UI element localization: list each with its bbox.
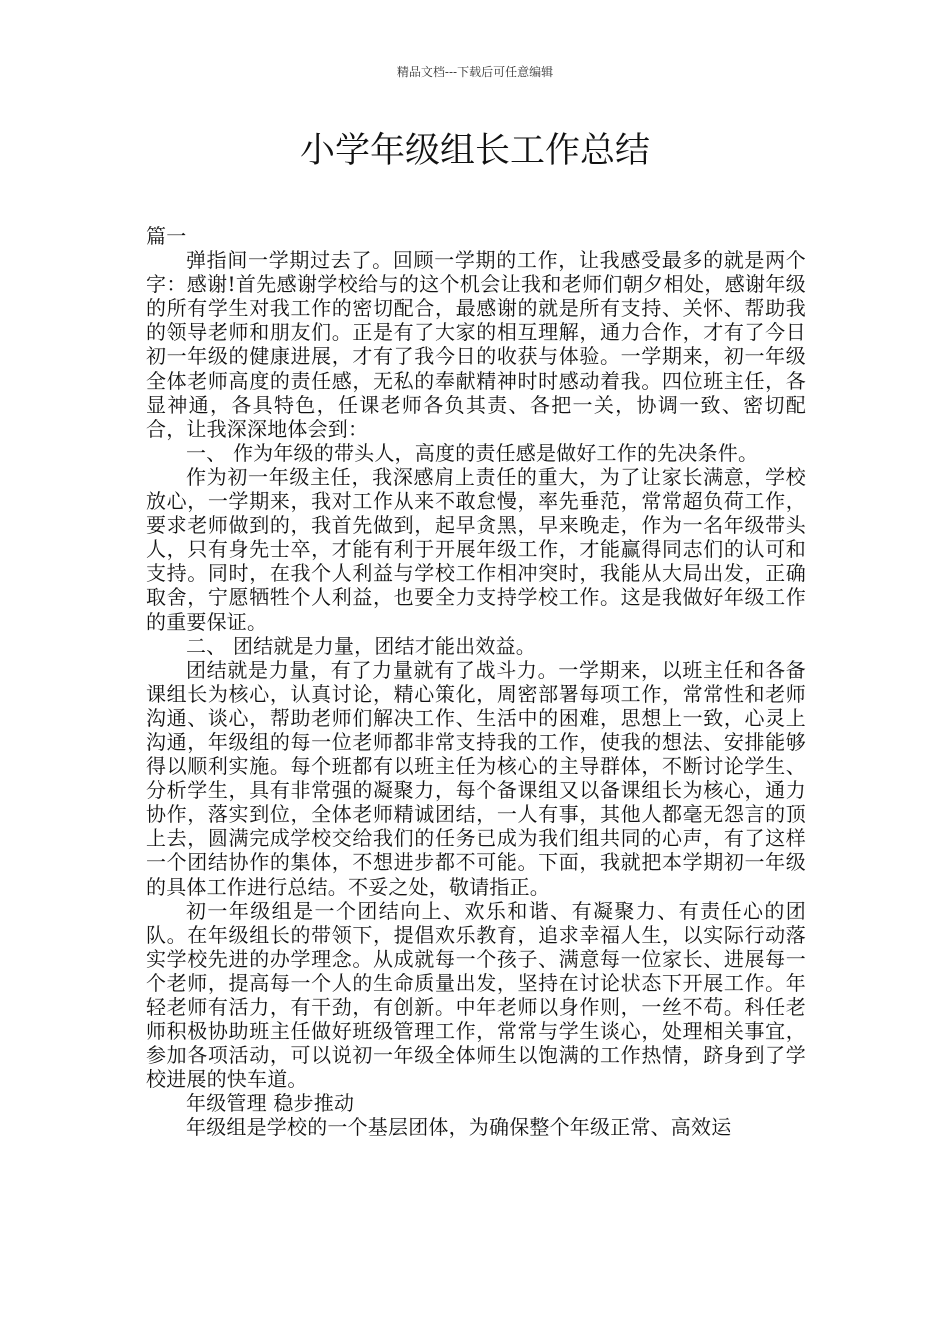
page-header-note: 精品文档---下载后可任意编辑 bbox=[396, 65, 554, 79]
heading-point-two: 二、 团结就是力量，团结才能出效益。 bbox=[186, 633, 536, 658]
paragraph-unity: 团结就是力量，有了力量就有了战斗力。一学期来，以班主任和各备课组长为核心，认真讨论，精心策化，周密部署每项工作，常常性和老师沟通、谈心，帮助老师们解决工作、生活中的困难，思想上一致，心灵上沟通，年级组的每一位老师都非常支持我的工作，使我的想法、安排能够得以顺利实施。每个班都有以班主任为核心的主导群体，不断讨论学生、分析学生，具有非常强的凝聚力，每个备课组又以备课组长为核心，通力协作，落实到位，全体老师精诚团结，一人有事，其他人都毫无怨言的顶上去，圆满完成学校交给我们的任务已成为我们组共同的心声，有了这样一个团结协作的集体，不想进步都不可能。下面，我就把本学期初一年级的具体工作进行总结。不妥之处，敬请指正。 bbox=[146, 657, 806, 899]
heading-point-one: 一、 作为年级的带头人，高度的责任感是做好工作的先决条件。 bbox=[186, 440, 759, 465]
paragraph-intro: 弹指间一学期过去了。回顾一学期的工作，让我感受最多的就是两个字：感谢!首先感谢学校给与的这个机会让我和老师们朝夕相处，感谢年级的所有学生对我工作的密切配合，最感谢的就是所有支持、关怀、帮助我的领导老师和朋友们。正是有了大家的相互理解，通力合作，才有了今日初一年级的健康进展，才有了我今日的收获与体验。一学期来，初一年级全体老师高度的责任感，无私的奉献精神时时感动着我。四位班主任，各显神通，各具特色，任课老师各负其责、各把一关，协调一致、密切配合，让我深深地体会到： bbox=[146, 248, 806, 441]
paragraph-grade-group: 年级组是学校的一个基层团体，为确保整个年级正常、高效运 bbox=[186, 1115, 732, 1140]
document-body bbox=[146, 224, 806, 1140]
paragraph-responsibility: 作为初一年级主任，我深感肩上责任的重大，为了让家长满意，学校放心，一学期来，我对工作从来不敢怠慢，率先垂范，常常超负荷工作，要求老师做到的，我首先做到，起早贪黑，早来晚走，作为一名年级带头人，只有身先士卒，才能有利于开展年级工作，才能赢得同志们的认可和支持。同时，在我个人利益与学校工作相冲突时，我能从大局出发，正确取舍，宁愿牺牲个人利益，也要全力支持学校工作。这是我做好年级工作的重要保证。 bbox=[146, 464, 806, 634]
document-title: 小学年级组长工作总结 bbox=[299, 131, 650, 171]
paragraph-team: 初一年级组是一个团结向上、欢乐和谐、有凝聚力、有责任心的团队。在年级组长的带领下，提倡欢乐教育，追求幸福人生，以实际行动落实学校先进的办学理念。从成就每一个孩子、满意每一位家长、进展每一个老师，提高每一个人的生命质量出发，坚持在讨论状态下开展工作。年轻老师有活力，有干劲，有创新。中年老师以身作则，一丝不苟。科任老师积极协助班主任做好班级管理工作，常常与学生谈心，处理相关事宜，参加各项活动，可以说初一年级全体师生以饱满的工作热情，跻身到了学校进展的快车道。 bbox=[146, 898, 806, 1092]
section-label: 篇一 bbox=[146, 224, 187, 248]
heading-grade-management: 年级管理 稳步推动 bbox=[186, 1091, 355, 1116]
